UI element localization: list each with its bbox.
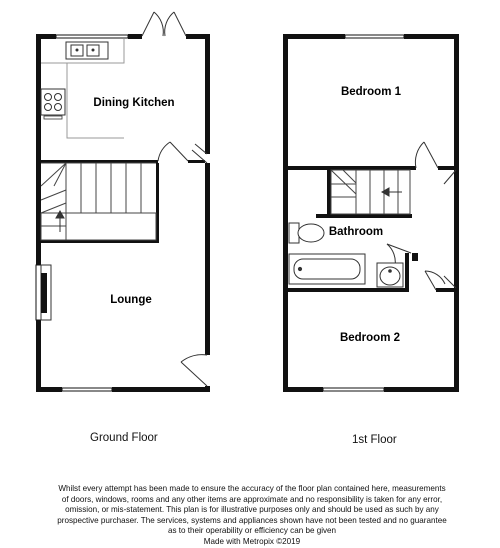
bath-icon <box>289 254 365 284</box>
stair-direction-arrow-icon <box>56 211 64 232</box>
kitchen-sink-icon <box>66 42 108 59</box>
ground-floor-plan <box>36 12 210 392</box>
ground-floor-staircase <box>41 163 156 240</box>
french-doors-icon <box>142 12 186 36</box>
disclaimer-line: omission, or mis-statement. This plan is for illustrative purposes only and should be used as such by any <box>65 505 439 515</box>
room-label-dining-kitchen: Dining Kitchen <box>93 97 175 109</box>
bedroom-2-door-icon <box>425 271 445 290</box>
disclaimer-line: as to their operability or efficiency can be given <box>167 526 337 536</box>
ground-floor-caption: Ground Floor <box>90 432 158 444</box>
room-label-lounge: Lounge <box>110 294 152 306</box>
disclaimer-text <box>52 484 452 548</box>
front-door-icon <box>181 355 207 386</box>
room-label-bedroom-2: Bedroom 2 <box>339 332 401 344</box>
disclaimer-line: of doors, windows, rooms and any other items are approximate and no responsibility is taken for any error, <box>61 494 443 504</box>
kitchen-door-icon <box>158 142 188 161</box>
room-label-bathroom: Bathroom <box>328 226 384 238</box>
first-floor-caption: 1st Floor <box>352 434 397 446</box>
disclaimer-line: prospective purchaser. The services, systems and appliances shown have not been tested and no guarantee <box>57 515 447 525</box>
upper-stair-direction-arrow-icon <box>382 188 402 196</box>
first-floor-plan <box>283 34 459 392</box>
toilet-icon <box>289 223 324 243</box>
disclaimer-credit: Made with Metropix ©2019 <box>203 536 301 546</box>
hob-icon <box>41 89 65 119</box>
disclaimer-line: Whilst every attempt has been made to ensure the accuracy of the floor plan contained here, measurements <box>58 484 446 493</box>
wash-basin-icon <box>377 263 403 287</box>
room-label-bedroom-1: Bedroom 1 <box>340 86 402 98</box>
fireplace-icon <box>41 265 51 320</box>
bedroom-1-door-icon <box>415 142 438 168</box>
